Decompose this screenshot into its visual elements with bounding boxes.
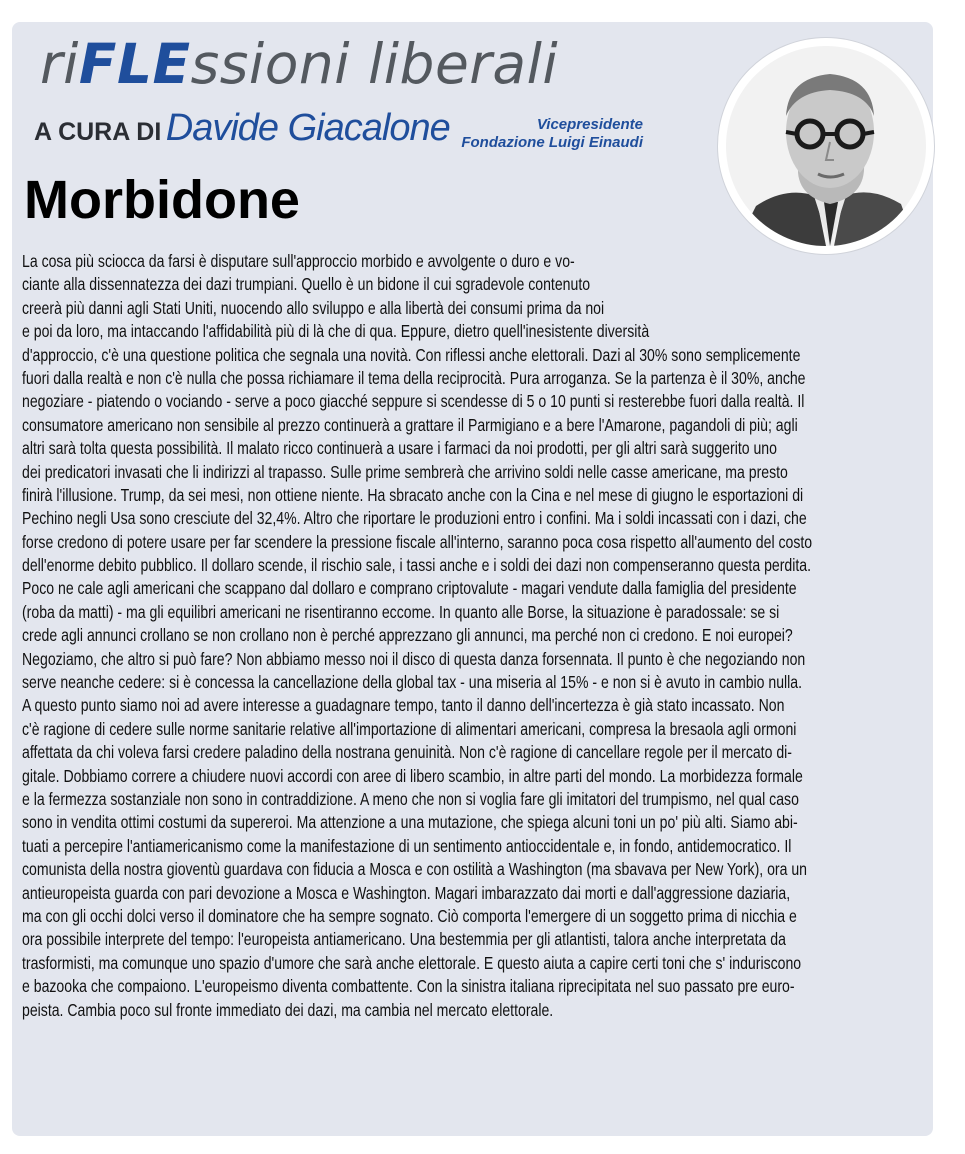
author-portrait-illustration (726, 46, 926, 246)
article-line: d'approccio, c'è una questione politica che segnala una novità. Con riflessi anche elettorali. Dazi al 30% sono semplicemente (22, 344, 801, 365)
article-line: Poco ne cale agli americani che scappano dal dollaro e comprano criptovalute - magari vendute dalla famiglia del presidente (22, 578, 797, 599)
author-role-title: Vicepresidente (536, 116, 643, 133)
article-line: affettata da chi voleva farsi credere paladino della nostrana genuinità. Non c'è ragione di cancellare regole per il mercato di- (22, 742, 792, 763)
column-title-part-1: ri (40, 32, 79, 96)
article-line: gitale. Dobbiamo correre a chiudere nuovi accordi con aree di libero scambio, in altre parti del mondo. La morbidezza formale (22, 765, 803, 786)
article-line: consumatore americano non sensibile al prezzo continuerà a grattare il Parmigiano e a bere l'Amarone, pagandoli di più; agli (22, 414, 798, 435)
article-line: antieuropeista guarda con pari devozione a Mosca e Washington. Magari imbarazzato dai morti e dall'aggressione daziaria, (22, 882, 791, 903)
article-line: dei predicatori invasati che li indirizzi al trapasso. Sulle prime sembrerà che arrivino soldi nelle casse americane, ma presto (22, 461, 788, 482)
article-line: finirà l'illusione. Trump, da sei mesi, non ottiene niente. Ha sbracato anche con la Cina e nel mese di giugno le esportazioni di (22, 484, 804, 505)
article-line: c'è ragione di cedere sulle norme sanitarie relative all'importazione di alimentari americani, compresa la bresaola agli ormoni (22, 718, 797, 739)
article-line: e bazooka che compaiono. L'europeismo diventa combattente. Con la sinistra italiana riprecipitata nel suo passato pre euro- (22, 976, 795, 997)
article-line: ciante alla dissennatezza dei dazi trumpiani. Quello è un bidone il cui sgradevole contenuto (22, 274, 591, 295)
article-line: comunista della nostra gioventù guardava con fiducia a Mosca e con ostilità a Washington (ma sbavava per New York), ora un (22, 859, 807, 880)
article-title: Morbidone (24, 170, 300, 230)
article-line: Negoziamo, che altro si può fare? Non abbiamo messo noi il disco di questa danza forsennata. Il punto è che negoziando non (22, 648, 806, 669)
author-role-organization: Fondazione Luigi Einaudi (461, 134, 643, 151)
article-line: dell'enorme debito pubblico. Il dollaro scende, il rischio sale, i tassi anche e i soldi dei dazi non compenseranno questa perdita. (22, 555, 812, 576)
article-line: e poi da loro, ma intaccando l'affidabilità più di là che di qua. Eppure, dietro quell'inesistente diversità (22, 321, 650, 342)
article-line: tuati a percepire l'antiamericanismo come la manifestazione di un sentimento antioccidentale e, in fondo, antidemocratico. Il (22, 835, 792, 856)
article-line: ma con gli occhi dolci verso il dominatore che ha sempre sognato. Ciò comporta l'emergere di un soggetto prima di nicchia e (22, 905, 797, 926)
article-line: Pechino negli Usa sono cresciute del 32,4%. Altro che riportare le produzioni entro i confini. Ma i soldi incassati con i dazi, che (22, 508, 807, 529)
article-line: peista. Cambia poco sul fronte immediato dei dazi, ma cambia nel mercato elettorale. (22, 999, 554, 1020)
article-line: sono in vendita ottimi costumi da supereroi. Ma attenzione a una mutazione, che spiega alcuni toni un po' più alti. Siamo abi- (22, 812, 798, 833)
curator-name: Davide Giacalone (165, 107, 450, 149)
column-title-part-3: ssioni liberali (190, 32, 559, 96)
author-portrait (718, 38, 934, 254)
curator-prefix: A CURA DI (34, 118, 162, 146)
article-body (22, 250, 928, 1022)
article-line: e la fermezza sostanziale non sono in contraddizione. A meno che non si voglia fare gli imitatori del trumpismo, nel qual caso (22, 788, 799, 809)
column-title-part-2: FLE (78, 32, 191, 96)
article-line: La cosa più sciocca da farsi è disputare sull'approccio morbido e avvolgente o duro e vo- (22, 251, 575, 271)
article-line: trasformisti, ma comunque uno spazio d'umore che sarà anche elettorale. E questo aiuta a capire certi toni che s' induriscono (22, 952, 802, 973)
article-line: altri sarà tolta questa possibilità. Il malato ricco continuerà a usare i farmaci da noi prodotti, per gli altri sarà suggerito uno (22, 438, 777, 459)
article-line: serve neanche cedere: si è concessa la cancellazione della global tax - una miseria al 15% - e non si è avuto in cambio nulla. (22, 672, 803, 693)
article-line: fuori dalla realtà e non c'è nulla che possa richiamare il tema della reciprocità. Pura arroganza. Se la partenza è il 30%, anche (22, 367, 806, 388)
article-line: ora possibile interprete del tempo: l'europeista antiamericano. Una bestemmia per gli atlantisti, talora anche interpretata da (22, 929, 786, 950)
article-line: A questo punto siamo noi ad avere interesse a guadagnare tempo, tanto il danno dell'incertezza è già stato incassato. Non (22, 695, 785, 716)
author-role (461, 116, 643, 152)
article-line: negoziare - piatendo o vociando - serve a poco giacché seppure si scendesse di 5 o 10 punti si resterebbe fuori dalla realtà. Il (22, 391, 805, 412)
curator-line (34, 106, 450, 158)
article-line: (roba da matti) - ma gli equilibri americani ne risentiranno eccome. In quanto alle Borse, la situazione è paradossale: se si (22, 601, 780, 622)
article-line: crede agli annunci crollano se non crollano non è perché apprezzano gli annunci, ma perché non ci credono. E noi europei? (22, 625, 793, 646)
article-line: forse credono di potere usare per far scendere la pressione fiscale all'interno, saranno poca cosa rispetto all'aumento del costo (22, 531, 813, 552)
article-line: creerà più danni agli Stati Uniti, nuocendo allo sviluppo e alla libertà dei consumi prima da noi (22, 297, 605, 318)
column-title (40, 34, 558, 94)
